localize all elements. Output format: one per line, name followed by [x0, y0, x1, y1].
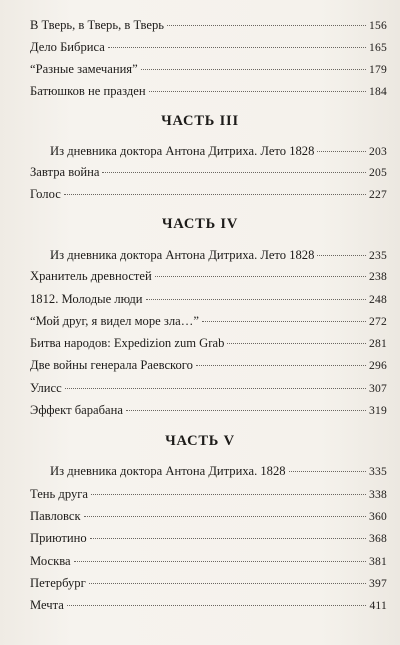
dot-leader [317, 151, 366, 152]
toc-entry [30, 357, 387, 374]
toc-entry-page: 397 [369, 577, 387, 590]
toc-entry-page: 227 [369, 188, 387, 201]
toc-entry-page: 165 [369, 41, 387, 54]
toc-entry [30, 186, 387, 203]
toc-entry [30, 164, 387, 181]
toc-entry-page: 335 [369, 465, 387, 478]
toc-entry [30, 39, 387, 56]
toc-entry [30, 597, 387, 614]
part-heading: ЧАСТЬ IV [161, 216, 239, 232]
toc-entry-title: Павловск [30, 509, 81, 523]
toc-entry-title: Дело Бибриса [30, 40, 105, 54]
toc-entry [30, 402, 387, 419]
toc-entry-title: Тень друга [30, 487, 89, 501]
dot-leader [108, 47, 366, 48]
toc-entry-page: 281 [369, 337, 387, 350]
toc-entry [30, 313, 387, 330]
toc-entry-page: 156 [369, 19, 387, 32]
toc-entry [30, 575, 387, 592]
toc-entry [30, 83, 387, 100]
toc-entry-title: Две войны генерала Раевского [30, 358, 193, 372]
dot-leader [90, 538, 366, 539]
toc-entry-title: В Тверь, в Тверь, в Тверь [30, 18, 165, 32]
toc-entry-title: Москва [30, 554, 71, 568]
toc-entry-page: 272 [369, 315, 387, 328]
toc-entry-page: 205 [369, 166, 387, 179]
toc-entry-title: Мечта [30, 598, 64, 612]
dot-leader [67, 605, 367, 606]
toc-entry [50, 463, 387, 480]
toc-entry-title: Из дневника доктора Антона Дитриха. Лето 1828 [50, 248, 315, 262]
toc-entry-page: 238 [369, 270, 387, 283]
toc-entry-title: Завтра война [30, 165, 100, 179]
toc-entry [30, 17, 387, 34]
toc-entry-title: Эффект барабана [30, 403, 123, 417]
dot-leader [141, 69, 366, 70]
dot-leader [155, 276, 366, 277]
dot-leader [227, 343, 366, 344]
toc-entry-title: 1812. Молодые люди [30, 292, 143, 306]
dot-leader [146, 299, 366, 300]
toc-entry-title: Батюшков не празден [30, 84, 146, 98]
dot-leader [89, 583, 366, 584]
dot-leader [65, 388, 366, 389]
toc-entry-page: 307 [369, 382, 387, 395]
dot-leader [149, 91, 366, 92]
toc-entry-page: 338 [369, 488, 387, 501]
dot-leader [126, 410, 366, 411]
toc-entry-title: “Разные замечания” [30, 62, 138, 76]
part-heading: ЧАСТЬ V [165, 433, 235, 449]
toc-entry [30, 508, 387, 525]
toc-entry [30, 335, 387, 352]
toc-entry [30, 380, 387, 397]
toc-entry-page: 319 [369, 404, 387, 417]
toc-entry-title: “Мой друг, я видел море зла…” [30, 314, 199, 328]
dot-leader [289, 471, 366, 472]
toc-entry-page: 184 [369, 85, 387, 98]
toc-entry-title: Голос [30, 187, 61, 201]
toc-entry-page: 296 [369, 359, 387, 372]
toc-entry-page: 248 [369, 293, 387, 306]
toc-entry [50, 143, 387, 160]
toc-entry-page: 360 [369, 510, 387, 523]
toc-entry [50, 247, 387, 264]
dot-leader [74, 561, 366, 562]
toc-entry-title: Из дневника доктора Антона Дитриха. 1828 [50, 464, 286, 478]
toc-entry-title: Приютино [30, 531, 87, 545]
toc-entry-page: 368 [369, 532, 387, 545]
dot-leader [202, 321, 366, 322]
toc-entry [30, 553, 387, 570]
dot-leader [167, 25, 366, 26]
part-heading: ЧАСТЬ III [161, 113, 239, 129]
toc-entry-title: Улисс [30, 381, 62, 395]
toc-entry [30, 61, 387, 78]
toc-entry [30, 268, 387, 285]
toc-entry [30, 530, 387, 547]
dot-leader [64, 194, 366, 195]
dot-leader [91, 494, 366, 495]
toc-entry [30, 291, 387, 308]
dot-leader [317, 255, 366, 256]
toc-entry-title: Петербург [30, 576, 86, 590]
toc-entry-page: 235 [369, 249, 387, 262]
toc-entry-title: Хранитель древностей [30, 269, 152, 283]
toc-entry-title: Из дневника доктора Антона Дитриха. Лето 1828 [50, 144, 315, 158]
toc-entry-page: 411 [369, 599, 387, 612]
toc-entry-page: 179 [369, 63, 387, 76]
toc-entry-title: Битва народов: Expedizion zum Grab [30, 336, 225, 350]
dot-leader [196, 365, 366, 366]
toc-entry-page: 381 [369, 555, 387, 568]
dot-leader [84, 516, 366, 517]
dot-leader [102, 172, 366, 173]
toc-entry-page: 203 [369, 145, 387, 158]
toc-entry [30, 486, 387, 503]
